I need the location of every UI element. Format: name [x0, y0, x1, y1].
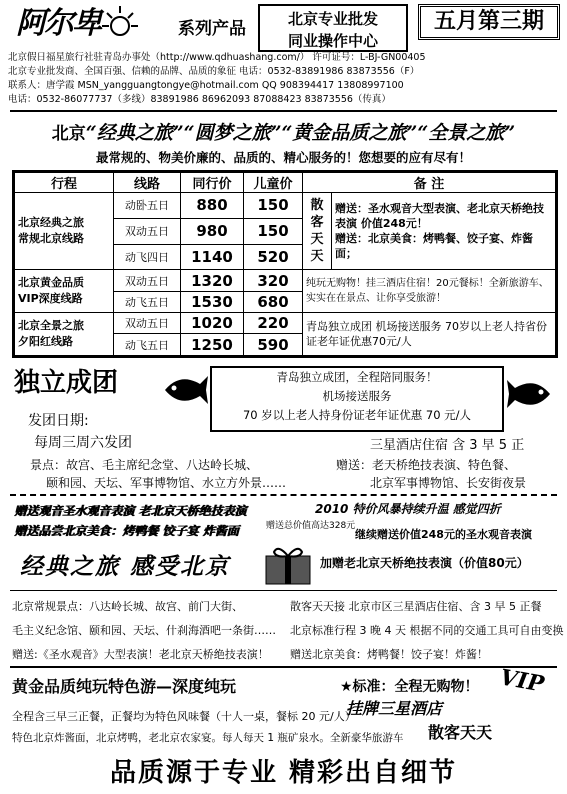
line-cell: 双动五日: [114, 270, 181, 291]
col-header: 行程: [14, 172, 114, 193]
fish-icon: [160, 370, 210, 410]
gift-line-2: 北京军事博物馆、长安街夜景: [370, 476, 527, 490]
gift-line-1: 赠送：老天桥绝技表演、特色餐、: [336, 458, 517, 472]
child-price-cell: 680: [244, 291, 303, 312]
fish-icon: [505, 374, 555, 414]
price-cell: 1250: [181, 334, 244, 357]
independent-box-line3: 70 岁以上老人持身份证老年证优惠 70 元/人: [242, 408, 472, 422]
scatter-cell: 散客天天: [303, 193, 332, 270]
line-cell: 双动五日: [114, 218, 181, 244]
headline-title: [0, 118, 567, 145]
independent-title: 独立成团: [14, 368, 119, 398]
info-line-3: 联系人：唐学霞 MSN_yangguangtongye@hotmail.com QQ 908394417 13808997100: [8, 80, 404, 91]
divider: [10, 590, 557, 591]
classic-promo-1: 2010 特价风暴持续升温 感觉四折: [315, 502, 501, 516]
divider: [10, 110, 557, 112]
classic-stamp-1: 赠送观音圣水观音表演 老北京天桥绝技表演: [14, 504, 247, 518]
classic-promo-3: 继续赠送价值248元的圣水观音表演: [355, 528, 532, 541]
independent-box: [210, 366, 504, 432]
divider: [10, 494, 557, 496]
slogan: 品质源于专业 精彩出自细节: [109, 758, 458, 788]
logo: [12, 4, 172, 44]
line-cell: 动飞四日: [114, 244, 181, 270]
dates-label: 发团日期:: [28, 413, 89, 429]
independent-box-line2: 机场接送服务: [322, 389, 392, 403]
col-header: 备 注: [303, 172, 557, 193]
line-cell: 动飞五日: [114, 334, 181, 357]
gold-title: 黄金品质纯玩特色游—深度纯玩: [12, 677, 237, 696]
headline-t3: “黄金品质之旅”: [281, 122, 418, 144]
classic-stamp-2: 赠送品尝北京美食：烤鸭餐 饺子宴 炸酱面: [14, 524, 239, 538]
regular-line-2a: 毛主义纪念馆、颐和园、天坛、什刹海酒吧一条街……: [12, 624, 276, 637]
note-cell: 赠送：圣水观音大型表演、老北京天桥绝技表演 价值248元！ 赠送：北京美食：烤鸭餐、饺子宴、炸酱面；: [332, 193, 557, 270]
regular-line-3b: 赠送北京美食：烤鸭餐！饺子宴！炸酱！: [290, 648, 488, 661]
regular-line-3a: 赠送:《圣水观音》大型表演！老北京天桥绝技表演！: [12, 648, 269, 661]
route-name: 北京全景之旅 夕阳红线路: [14, 313, 114, 357]
route-name: 北京经典之旅 常规北京线路: [14, 193, 114, 270]
col-header: 线路: [114, 172, 181, 193]
issue-box: 五月第三期: [418, 4, 560, 40]
header-box: [258, 4, 408, 52]
price-cell: 1020: [181, 313, 244, 334]
classic-title: 经典之旅 感受北京: [20, 553, 231, 580]
gold-line-1: 全程含三早三正餐，正餐均为特色风味餐（十人一桌，餐标 20 元/人）: [12, 710, 356, 723]
price-cell: 980: [181, 218, 244, 244]
route-name: 北京黄金品质 VIP深度线路: [14, 270, 114, 313]
gold-daily: 散客天天: [428, 723, 493, 742]
divider: [10, 666, 557, 668]
headline-t1: “经典之旅”: [85, 122, 184, 144]
note-cell: 纯玩无购物！挂三酒店住宿！20元餐标！全新旅游车、实实在在景点、让你享受旅游！: [303, 270, 557, 313]
spots-line-2: 颐和园、天坛、军事博物馆、水立方外景……: [46, 476, 287, 490]
price-cell: 1320: [181, 270, 244, 291]
price-table: [12, 170, 558, 358]
series-label: 系列产品: [178, 19, 246, 39]
price-cell: 1140: [181, 244, 244, 270]
note-cell: 青岛独立成团 机场接送服务 70岁以上老人持省份证老年证优惠70元/人: [303, 313, 557, 357]
vip-badge: VIP: [498, 664, 546, 698]
gold-line-2: 特色北京炸酱面，北京烤鸭，老北京农家宴。每人每天 1 瓶矿泉水。全新豪华旅游车: [12, 732, 404, 744]
line-cell: 双动五日: [114, 313, 181, 334]
line-cell: 动飞五日: [114, 291, 181, 312]
regular-line-1b: 散客天天接 北京市区三星酒店住宿、含 3 早 5 正餐: [290, 600, 542, 613]
table-header-row: [14, 172, 557, 193]
child-price-cell: 520: [244, 244, 303, 270]
gift-icon: [260, 542, 316, 586]
header-box-line1: 北京专业批发: [287, 10, 378, 28]
child-price-cell: 590: [244, 334, 303, 357]
child-price-cell: 220: [244, 313, 303, 334]
classic-promo-2: 赠送总价值高达328元: [266, 521, 356, 531]
line-cell: 动卧五日: [114, 193, 181, 219]
gold-hotel: 挂牌三星酒店: [346, 699, 443, 718]
gold-standard: ★标准：全程无购物！: [340, 679, 479, 695]
table-row: [14, 193, 557, 219]
col-header: 儿童价: [244, 172, 303, 193]
table-row: [14, 313, 557, 334]
dates-value: 每周三周六发团: [34, 435, 132, 451]
independent-box-line1: 青岛独立成团，全程陪同服务！: [276, 370, 438, 384]
logo-text: 阿尔卑: [16, 6, 100, 41]
headline-t4: “全景之旅”: [417, 122, 516, 144]
table-row: [14, 270, 557, 291]
child-price-cell: 320: [244, 270, 303, 291]
headline-t2: “圆梦之旅”: [183, 122, 282, 144]
regular-line-2b: 北京标准行程 3 晚 4 天 根据不同的交通工具可自由变换: [290, 624, 564, 637]
hotel-info: 三星酒店住宿 含 3 早 5 正: [370, 438, 525, 453]
header-box-line2: 同业操作中心: [287, 32, 378, 50]
child-price-cell: 150: [244, 218, 303, 244]
price-cell: 880: [181, 193, 244, 219]
spots-line-1: 景点：故宫、毛主席纪念堂、八达岭长城、: [30, 458, 259, 472]
info-line-2: 北京专业批发商、全国百强、信赖的品牌、品质的象征 电话：0532-83891986 83873556（F）: [8, 66, 420, 77]
classic-promo-4: 加赠老北京天桥绝技表演（价值80元）: [320, 556, 529, 570]
sun-icon: [100, 4, 140, 44]
headline-subtitle: 最常规的、物美价廉的、品质的、精心服务的！您想要的应有尽有！: [95, 150, 471, 165]
col-header: 同行价: [181, 172, 244, 193]
price-cell: 1530: [181, 291, 244, 312]
regular-line-1a: 北京常规景点：八达岭长城、故宫、前门大街、: [12, 600, 243, 613]
headline-prefix: 北京: [51, 124, 86, 144]
info-line-4: 电话：0532-86077737（多线）83891986 86962093 87088423 83873556（传真）: [8, 94, 391, 105]
info-line-1: 北京假日福星旅行社驻青岛办事处（http://www.qdhuashang.com/） 许可证号：L-BJ-GN00405: [8, 52, 426, 63]
child-price-cell: 150: [244, 193, 303, 219]
